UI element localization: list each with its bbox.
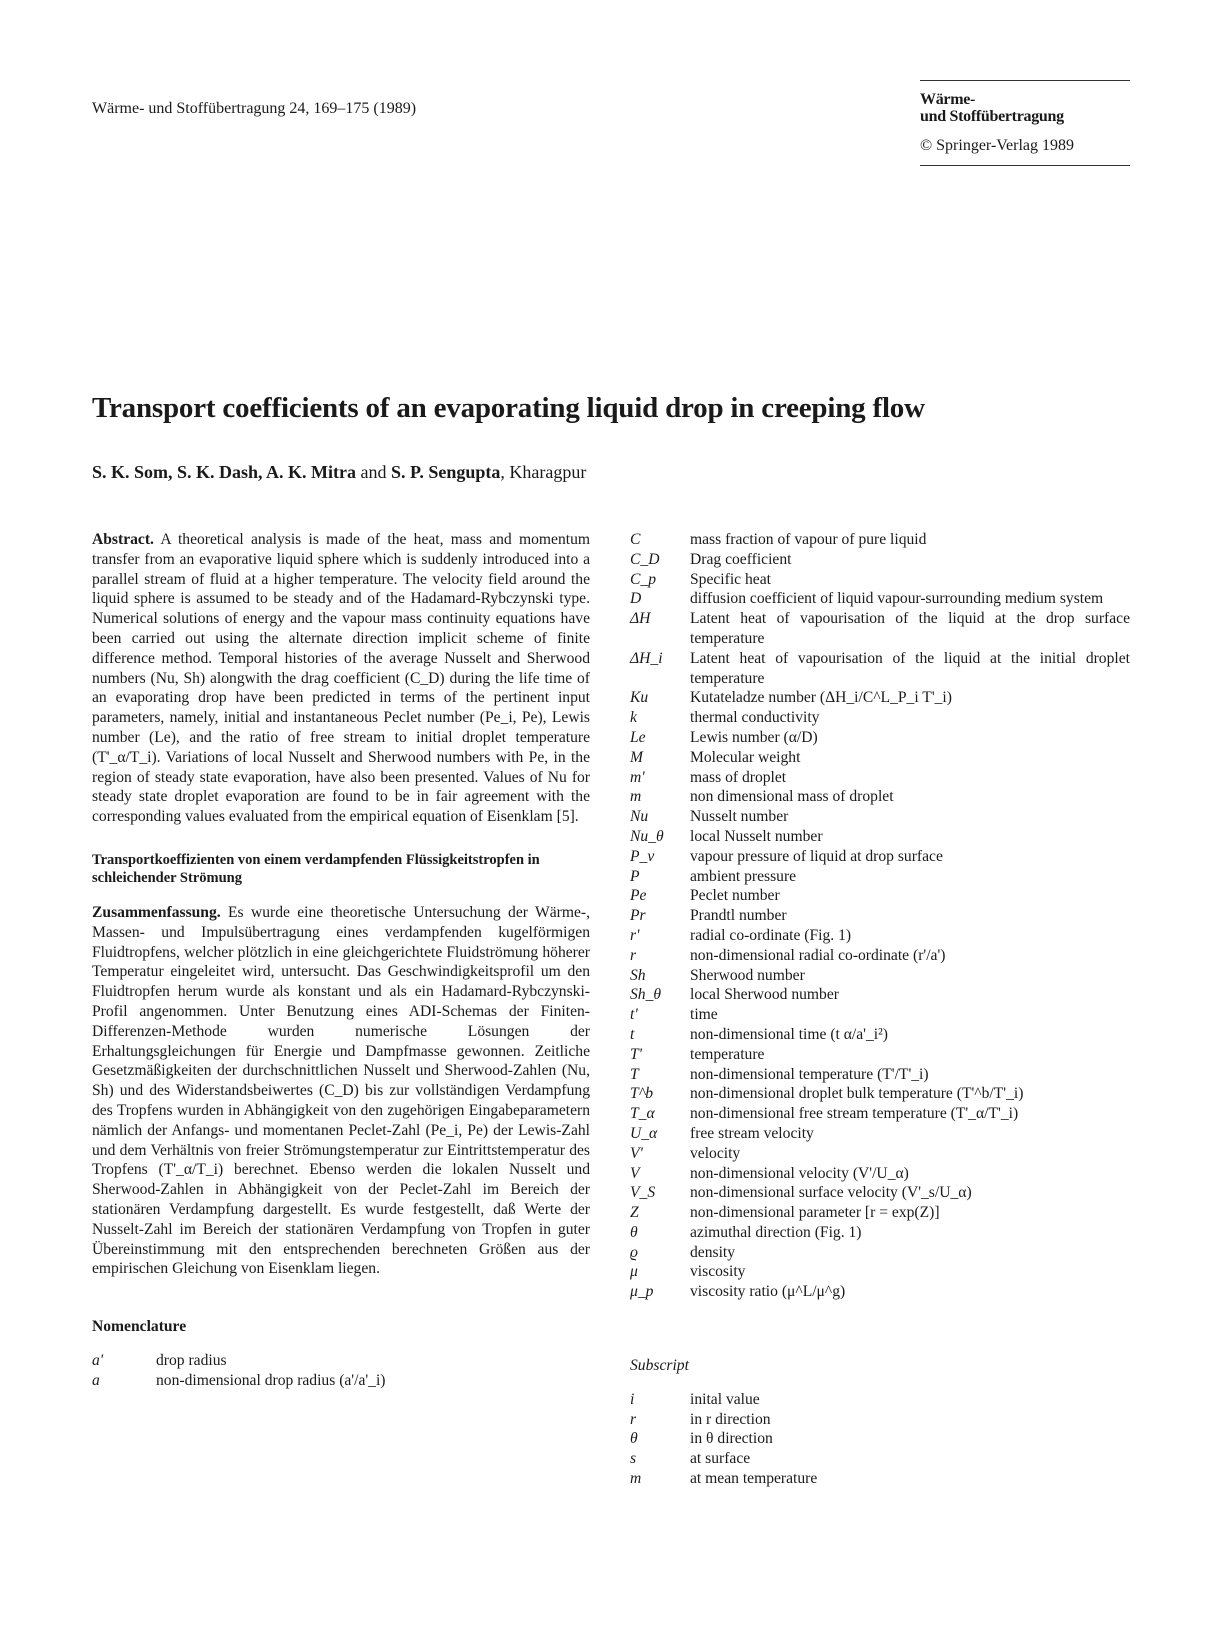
nomenclature-symbol: D [630, 590, 642, 608]
nomenclature-row [630, 570, 1130, 590]
nomenclature-row [630, 1104, 1130, 1124]
nomenclature-symbol: ΔH [630, 610, 651, 628]
nomenclature-row [630, 926, 1130, 946]
nomenclature-symbol: m' [630, 768, 645, 786]
abstract-text: A theoretical analysis is made of the heat, mass and momentum transfer from an evaporative liquid sphere which is suddenly introduced into a parallel stream of fluid at a higher temperature. The velocity field around the liquid sphere is assumed to be steady and of the Hadamard-Rybczynski type. Numerical solutions of energy and the vapour mass continuity equations have been carried out using the alternate direction implicit scheme of finite difference method. Temporal histories of the average Nusselt and Sherwood numbers (Nu, Sh) alongwith the drag coefficient (C_D) during the life time of an evaporating drop have been predicted in terms of the pertinent input parameters, namely, initial and instantaneous Peclet number (Pe_i, Pe), Lewis number (Le), and the ratio of free stream to initial droplet temperature (T'_α/T_i). Variations of local Nusselt and Sherwood numbers with Pe, in the region of steady state evaporation, have also been presented. Values of Nu for steady state droplet evaporation are found to be in fair agreement with the corresponding values evaluated from the empirical equation of Eisenklam [5]. [92, 531, 590, 826]
author-conjunction: and [356, 462, 392, 482]
nomenclature-row [630, 1410, 1130, 1430]
nomenclature-row [630, 807, 1130, 827]
nomenclature-row [630, 1469, 1130, 1489]
nomenclature-symbol: C_p [630, 570, 656, 588]
nomenclature-row [630, 985, 1130, 1005]
nomenclature-definition: mass fraction of vapour of pure liquid [690, 531, 927, 548]
nomenclature-definition: Latent heat of vapourisation of the liquid at the drop surface temperature [690, 610, 1130, 647]
nomenclature-row [630, 1005, 1130, 1025]
nomenclature-symbol: s [630, 1450, 637, 1468]
nomenclature-row [630, 827, 1130, 847]
nomenclature-symbol: Nu [630, 808, 649, 826]
nomenclature-definition: ambient pressure [690, 867, 797, 885]
nomenclature-symbol: t [630, 1025, 635, 1043]
nomenclature-symbol: m [630, 788, 642, 806]
nomenclature-row [630, 886, 1130, 906]
nomenclature-row [630, 1429, 1130, 1449]
nomenclature-symbol: C_D [630, 550, 660, 568]
nomenclature-row [630, 1223, 1130, 1243]
nomenclature-symbol: Le [630, 728, 646, 746]
nomenclature-definition: temperature [690, 1045, 765, 1063]
nomenclature-definition: Nusselt number [690, 808, 789, 826]
nomenclature-symbol: U_α [630, 1124, 658, 1142]
nomenclature-row [630, 1124, 1130, 1144]
masthead-top-rule [920, 80, 1130, 81]
left-column [92, 530, 590, 1390]
nomenclature-symbol: Nu_θ [630, 827, 664, 845]
journal-masthead [920, 80, 1130, 166]
nomenclature-symbol: r [630, 946, 637, 964]
nomenclature-row [630, 1449, 1130, 1469]
nomenclature-symbol: C [630, 531, 641, 548]
nomenclature-symbol: Ku [630, 689, 649, 707]
nomenclature-row [92, 1371, 590, 1391]
nomenclature-definition: non-dimensional parameter [r = exp(Z)] [690, 1204, 940, 1222]
nomenclature-definition: non-dimensional temperature (T'/T'_i) [690, 1065, 929, 1083]
nomenclature-row [630, 847, 1130, 867]
nomenclature-symbol: θ [630, 1430, 638, 1448]
nomenclature-definition: non dimensional mass of droplet [690, 788, 894, 806]
nomenclature-row [630, 1065, 1130, 1085]
nomenclature-definition: non-dimensional surface velocity (V'_s/U_α) [690, 1184, 972, 1202]
nomenclature-row [630, 708, 1130, 728]
nomenclature-list-left [92, 1351, 590, 1391]
nomenclature-row [630, 589, 1130, 609]
nomenclature-row [630, 906, 1130, 926]
nomenclature-definition: Lewis number (α/D) [690, 728, 818, 746]
nomenclature-definition: free stream velocity [690, 1124, 814, 1142]
nomenclature-row [630, 1025, 1130, 1045]
nomenclature-symbol: a [92, 1371, 100, 1389]
nomenclature-definition: Molecular weight [690, 748, 801, 766]
nomenclature-row [630, 946, 1130, 966]
nomenclature-row [630, 530, 1130, 550]
nomenclature-heading: Nomenclature [92, 1318, 187, 1336]
nomenclature-symbol: V_S [630, 1184, 656, 1202]
german-abstract [92, 903, 590, 1279]
nomenclature-row [630, 1282, 1130, 1302]
nomenclature-definition: local Sherwood number [690, 986, 839, 1004]
journal-name-line2: und Stoffübertragung [920, 108, 1064, 125]
nomenclature-definition: local Nusselt number [690, 827, 823, 845]
journal-name [920, 91, 1130, 125]
nomenclature-definition: Prandtl number [690, 907, 787, 925]
nomenclature-definition: at surface [690, 1450, 751, 1468]
masthead-bottom-rule [920, 165, 1130, 166]
nomenclature-symbol: Pr [630, 907, 646, 925]
nomenclature-definition: thermal conductivity [690, 709, 820, 727]
nomenclature-definition: Kutateladze number (ΔH_i/C^L_P_i T'_i) [690, 689, 952, 707]
nomenclature-definition: Specific heat [690, 570, 771, 588]
nomenclature-definition: non-dimensional droplet bulk temperature (T'^b/T'_i) [690, 1085, 1024, 1103]
nomenclature-definition: in θ direction [690, 1430, 773, 1448]
nomenclature-symbol: i [630, 1390, 635, 1408]
nomenclature-definition: diffusion coefficient of liquid vapour-surrounding medium system [690, 590, 1104, 608]
nomenclature-definition: non-dimensional velocity (V'/U_α) [690, 1164, 909, 1182]
nomenclature-symbol: T' [630, 1045, 643, 1063]
nomenclature-definition: viscosity ratio (μ^L/μ^g) [690, 1283, 846, 1301]
nomenclature-symbol: μ [630, 1263, 638, 1281]
nomenclature-row [630, 688, 1130, 708]
nomenclature-definition: azimuthal direction (Fig. 1) [690, 1223, 862, 1241]
nomenclature-symbol: k [630, 709, 637, 727]
nomenclature-symbol: V [630, 1164, 640, 1182]
paper-title: Transport coefficients of an evaporating liquid drop in creeping flow [92, 392, 925, 424]
author-names: S. K. Som, S. K. Dash, A. K. Mitra [92, 462, 357, 482]
nomenclature-symbol: P [630, 867, 640, 885]
nomenclature-row [630, 1243, 1130, 1263]
nomenclature-list-right [630, 530, 1130, 1302]
nomenclature-definition: inital value [690, 1390, 760, 1408]
nomenclature-definition: non-dimensional free stream temperature (T'_α/T'_i) [690, 1105, 1019, 1123]
author-line [92, 462, 586, 483]
nomenclature-definition: non-dimensional radial co-ordinate (r'/a') [690, 946, 946, 964]
nomenclature-row [630, 1390, 1130, 1410]
nomenclature-row [630, 768, 1130, 788]
nomenclature-definition: Drag coefficient [690, 550, 792, 568]
nomenclature-symbol: T^b [630, 1085, 654, 1103]
nomenclature-definition: non-dimensional time (t α/a'_i²) [690, 1025, 888, 1043]
abstract [92, 530, 590, 827]
nomenclature-symbol: μ_p [630, 1283, 654, 1301]
nomenclature-symbol: Pe [630, 887, 647, 905]
nomenclature-definition: time [690, 1006, 718, 1024]
journal-reference: Wärme- und Stoffübertragung 24, 169–175 (1989) [92, 100, 417, 117]
nomenclature-symbol: r' [630, 926, 640, 944]
nomenclature-row [630, 1203, 1130, 1223]
abstract-lead: Abstract. [92, 531, 154, 548]
nomenclature-row [630, 748, 1130, 768]
nomenclature-symbol: Z [630, 1204, 639, 1222]
subscript-list [630, 1390, 1130, 1489]
nomenclature-definition: in r direction [690, 1410, 771, 1428]
nomenclature-definition: drop radius [156, 1351, 227, 1369]
nomenclature-symbol: Sh_θ [630, 986, 662, 1004]
nomenclature-row [630, 1262, 1130, 1282]
nomenclature-row [630, 649, 1130, 689]
nomenclature-definition: viscosity [690, 1263, 746, 1281]
nomenclature-row [630, 1045, 1130, 1065]
german-title: Transportkoeffizienten von einem verdampfenden Flüssigkeitstropfen in schleichender Strömung [92, 851, 540, 886]
nomenclature-row [630, 728, 1130, 748]
nomenclature-row [630, 1144, 1130, 1164]
nomenclature-symbol: r [630, 1410, 637, 1428]
nomenclature-row [630, 1084, 1130, 1104]
nomenclature-symbol: ϱ [630, 1243, 638, 1261]
nomenclature-definition: mass of droplet [690, 768, 787, 786]
nomenclature-symbol: T [630, 1065, 639, 1083]
nomenclature-symbol: V' [630, 1144, 643, 1162]
nomenclature-row [92, 1351, 590, 1371]
nomenclature-definition: at mean temperature [690, 1470, 818, 1488]
nomenclature-definition: velocity [690, 1144, 741, 1162]
nomenclature-symbol: T_α [630, 1105, 655, 1123]
subscript-heading: Subscript [630, 1357, 689, 1375]
right-column [630, 530, 1130, 1489]
nomenclature-symbol: P_v [630, 847, 655, 865]
nomenclature-symbol: θ [630, 1223, 638, 1241]
nomenclature-row [630, 787, 1130, 807]
nomenclature-row [630, 1183, 1130, 1203]
nomenclature-row [630, 966, 1130, 986]
nomenclature-symbol: a' [92, 1351, 104, 1369]
nomenclature-row [630, 609, 1130, 649]
german-abstract-lead: Zusammenfassung. [92, 903, 221, 921]
nomenclature-symbol: m [630, 1470, 642, 1488]
publisher-copyright: © Springer-Verlag 1989 [920, 137, 1075, 154]
nomenclature-row [630, 1164, 1130, 1184]
nomenclature-symbol: Sh [630, 966, 646, 984]
nomenclature-symbol: M [630, 748, 643, 766]
nomenclature-symbol: t' [630, 1006, 638, 1024]
nomenclature-definition: Sherwood number [690, 966, 805, 984]
nomenclature-row [630, 550, 1130, 570]
nomenclature-definition: non-dimensional drop radius (a'/a'_i) [156, 1371, 386, 1389]
journal-name-line1: Wärme- [920, 91, 976, 108]
author-name-last: S. P. Sengupta [391, 462, 501, 482]
nomenclature-definition: density [690, 1243, 736, 1261]
author-affiliation: , Kharagpur [500, 462, 587, 482]
nomenclature-definition: Latent heat of vapourisation of the liquid at the initial droplet temperature [690, 649, 1130, 687]
nomenclature-definition: Peclet number [690, 887, 780, 905]
nomenclature-row [630, 867, 1130, 887]
nomenclature-symbol: ΔH_i [630, 649, 663, 667]
nomenclature-definition: vapour pressure of liquid at drop surface [690, 847, 943, 865]
nomenclature-definition: radial co-ordinate (Fig. 1) [690, 926, 852, 944]
german-abstract-text: Es wurde eine theoretische Untersuchung der Wärme-, Massen- und Impulsübertragung eines verdampfenden kugelförmigen Fluidtropfens, welcher plötzlich in eine gleichgerichtete Fluidströmung höherer Temperatur eingeleitet wird, untersucht. Das Geschwindigkeitsprofil um den Fluidtropfen herum wurde als konstant und als ein Hadamard-Rybczynski-Profil angenommen. Unter Benutzung eines ADI-Schemas der Finiten-Differenzen-Methode wurden numerische Lösungen der Erhaltungsgleichungen für Energie und Dampfmasse gewonnen. Zeitliche Gesetzmäßigkeiten der durchschnittlichen Nusselt und Sherwood-Zahlen (Nu, Sh) und des Widerstandsbeiwertes (C_D) bis zur vollständigen Verdampfung des Tropfens wurden in Abhängigkeit von den zugehörigen Eingabeparametern nämlich der Anfangs- und momentanen Peclet-Zahl (Pe_i, Pe) der Lewis-Zahl und dem Verhältnis von freier Strömungstemperatur zur Eintrittstemperatur des Tropfens (T'_α/T_i) berechnet. Ebenso werden die lokalen Nusselt und Sherwood-Zahlen in Abhängigkeit von der Peclet-Zahl im Bereich der stationären Verdampfung dargestellt. Es wurde festgestellt, daß Werte der Nusselt-Zahl im Bereich der stationären Verdampfung von Tropfen in guter Übereinstimmung mit den entsprechenden berechneten Größen aus der empirischen Gleichung von Eisenklam liegen. [92, 903, 590, 1278]
